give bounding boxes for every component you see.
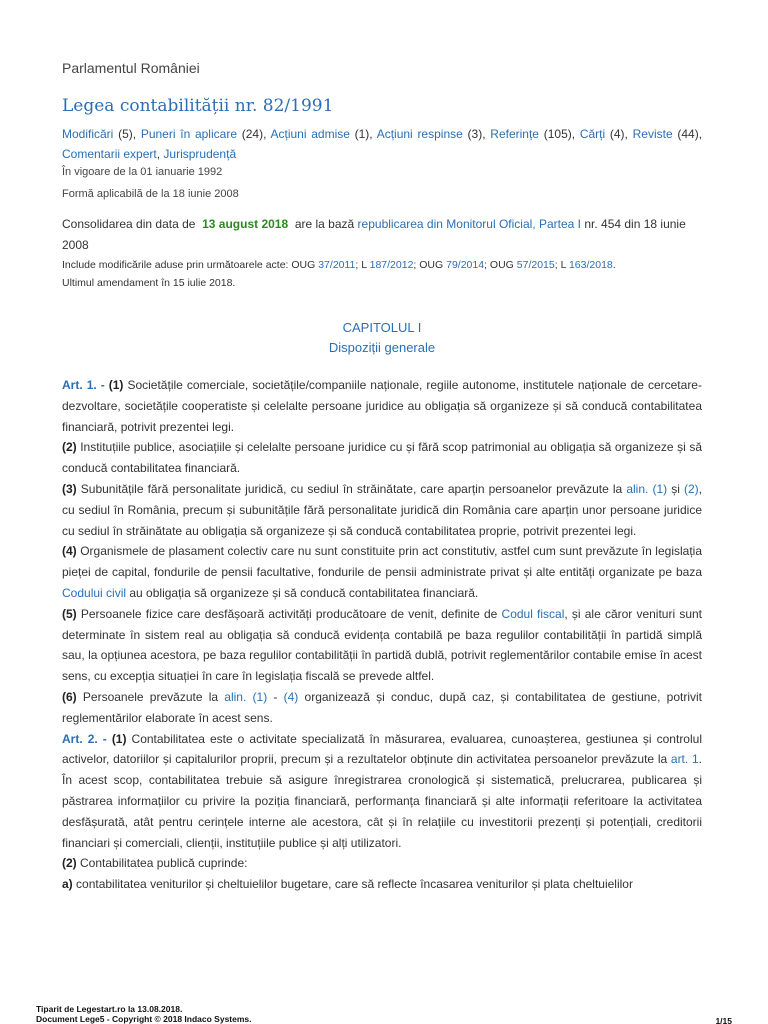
art1-p1 — [62, 375, 702, 437]
law-body — [62, 375, 702, 895]
alin-4-link[interactable]: (4) — [283, 689, 299, 704]
art1-p5-text-b: , și ale căror venituri sunt determinate în sistem real au obligația să conducă evidența contabilă pe baza regulilor contabilității în partidă simplă sau, la opțiunea acestora, pe baza regulilor contabilității în partidă dublă, potrivit reglementărilor contabile emise în acest sens, cu excepția situației în care în legislația fiscală se prevede altfel. — [62, 606, 702, 684]
art1-p6 — [62, 687, 702, 729]
art2-p2-num: (2) — [62, 856, 77, 871]
include-line — [62, 256, 702, 274]
include-sep-1: ; L — [355, 259, 367, 271]
consol-mid: are la bază — [294, 217, 355, 231]
consolidation-line — [62, 214, 702, 256]
modificari-link[interactable]: Modificări — [62, 127, 114, 141]
consol-prefix: Consolidarea din data de — [62, 217, 196, 231]
ultimul-amendament: Ultimul amendament în 15 iulie 2018. — [62, 277, 236, 289]
refs-separator: , — [156, 147, 161, 161]
act-link-oug-57[interactable]: 57/2015 — [516, 259, 555, 271]
art2-a — [62, 874, 702, 895]
art1-p3-text-a: Subunitățile fără personalitate juridică, cu sediul în străinătate, care aparțin persoanelor prevăzute la — [80, 481, 623, 496]
respinse-count: (3), — [467, 127, 486, 141]
page-number: 1/15 — [715, 1016, 732, 1024]
puneri-link[interactable]: Puneri în aplicare — [140, 127, 237, 141]
referinte-link[interactable]: Referințe — [490, 127, 539, 141]
codul-civil-link[interactable]: Codului civil — [62, 585, 127, 600]
art1-p4-text-b: au obligația să organizeze și să conducă contabilitatea financiară. — [129, 585, 479, 600]
art1-p5-num: (5) — [62, 606, 77, 621]
carti-link[interactable]: Cărți — [579, 127, 606, 141]
act-link-l-187[interactable]: 187/2012 — [369, 259, 414, 271]
law-title: Legea contabilității nr. 82/1991 — [62, 96, 334, 116]
footer-info — [36, 1004, 252, 1024]
carti-count: (4), — [609, 127, 628, 141]
alin-1-range-link[interactable]: alin. (1) — [224, 689, 268, 704]
art1-p1-num: (1) — [108, 378, 124, 392]
art1-p1-text: Societățile comerciale, societățile/companiile naționale, regiile autonome, institutele naționale de cercetare-dezvoltare, societățile cooperatiste și celelalte persoane juridice au obligația să organizeze și să conducă contabilitatea financiară, potrivit prezentei legi. — [62, 378, 702, 434]
art1-p6-dash: - — [273, 689, 278, 704]
art1-p2 — [62, 437, 702, 479]
actiuni-admise-link[interactable]: Acțiuni admise — [270, 127, 350, 141]
consol-suffix: nr. 454 din 18 iunie 2008 — [62, 217, 686, 252]
include-prefix: Include modificările aduse prin următoarele acte: OUG — [62, 259, 316, 271]
forma-aplicabila-text: Formă aplicabilă de la 18 iunie 2008 — [62, 188, 239, 200]
art1-p5-text-a: Persoanele fizice care desfășoară activități producătoare de venit, definite de — [80, 606, 498, 621]
art2-link[interactable]: Art. 2. - — [62, 731, 107, 746]
art1-p4 — [62, 541, 702, 603]
reviste-count: (44), — [677, 127, 703, 141]
art2-p2-text: Contabilitatea publică cuprinde: — [80, 856, 248, 871]
include-sep-3: ; OUG — [484, 259, 514, 271]
consolidation-block — [62, 214, 702, 292]
reviste-link[interactable]: Reviste — [632, 127, 673, 141]
art1-p6-text-b: organizează și conduc, după caz, și contabilitatea de gestiune, potrivit reglementărilor elaborate în acest sens. — [62, 689, 702, 725]
art2-p1 — [62, 729, 702, 854]
parliament-label: Parlamentul României — [62, 60, 200, 76]
puneri-count: (24), — [241, 127, 267, 141]
art2-p1-num: (1) — [111, 731, 127, 746]
chapter-heading — [62, 318, 702, 358]
art2-p1-text-b: . În acest scop, contabilitatea trebuie să asigure înregistrarea cronologică și sistematică, prelucrarea, publicarea și păstrarea informațiilor cu privire la poziția financiară, performanța financiară și alte informații referitoare la activitatea desfășurată, atât pentru cerințele interne ale acestora, cât și în relațiile cu investitorii prezenți și potențiali, creditorii financiari și comerciali, clienții, instituțiile publice și alți utilizatori. — [62, 752, 702, 850]
chapter-number: CAPITOLUL I — [342, 320, 422, 335]
art1-p3 — [62, 479, 702, 541]
art1-p6-num: (6) — [62, 689, 77, 704]
art1-p3-text-b: , cu sediul în România, precum și subunitățile fără personalitate juridică din România care aparțin unor persoane juridice cu sediul în străinătate au obligația să organizeze și să conducă contabilitatea proprie, potrivit prezentei legi. — [62, 481, 703, 538]
art2-p2 — [62, 853, 702, 874]
art2-a-num: a) — [62, 877, 73, 892]
art1-p5 — [62, 604, 702, 687]
admise-count: (1), — [354, 127, 373, 141]
art1-p3-num: (3) — [62, 481, 77, 496]
codul-fiscal-link[interactable]: Codul fiscal — [501, 606, 565, 621]
act-link-l-163[interactable]: 163/2018 — [568, 259, 613, 271]
footer-printed: Tiparit de Legestart.ro la 13.08.2018. — [36, 1004, 183, 1014]
art1-p2-num: (2) — [62, 440, 77, 455]
alin-2-link[interactable]: (2) — [684, 481, 699, 496]
footer-copyright: Document Lege5 - Copyright © 2018 Indaco Systems. — [36, 1014, 252, 1024]
alin-1-link[interactable]: alin. (1) — [626, 481, 668, 496]
act-link-oug-37[interactable]: 37/2011 — [318, 259, 356, 271]
in-vigoare-text: În vigoare de la 01 ianuarie 1992 — [62, 166, 223, 178]
art-1-link[interactable]: art. 1 — [670, 752, 699, 767]
act-link-oug-79[interactable]: 79/2014 — [446, 259, 485, 271]
consol-date: 13 august 2018 — [202, 217, 289, 231]
monitorul-oficial-link[interactable]: republicarea din Monitorul Oficial, Partea I — [357, 217, 581, 231]
modificari-count: (5), — [118, 127, 137, 141]
include-sep-4: ; L — [554, 259, 567, 271]
actiuni-respinse-link[interactable]: Acțiuni respinse — [376, 127, 463, 141]
referinte-count: (105), — [543, 127, 576, 141]
chapter-name: Dispoziții generale — [328, 340, 436, 355]
art1-link[interactable]: Art. 1. - — [62, 378, 105, 392]
art1-p3-and: și — [671, 481, 680, 496]
include-sep-2: ; OUG — [413, 259, 444, 271]
references-bar — [62, 124, 702, 164]
comentarii-link[interactable]: Comentarii expert — [62, 147, 157, 161]
art2-a-text: contabilitatea veniturilor și cheltuielilor bugetare, care să reflecte încasarea veniturilor și plata cheltuielilor — [76, 877, 633, 892]
art1-p6-text-a: Persoanele prevăzute la — [82, 689, 219, 704]
jurisprudenta-link[interactable]: Jurisprudență — [163, 147, 237, 161]
art2-p1-text-a: Contabilitatea este o activitate specializată în măsurarea, evaluarea, cunoașterea, gestiunea și controlul activelor, datoriilor și capitalurilor proprii, precum și a rezultatelor obținute din activitatea persoanelor prevăzute la — [62, 731, 702, 767]
include-sep-5: . — [612, 259, 616, 271]
art1-p2-text: Instituțiile publice, asociațiile și celelalte persoane juridice cu și fără scop patrimonial au obligația să organizeze și să conducă contabilitatea financiară. — [62, 440, 702, 476]
art1-p4-text-a: Organismele de plasament colectiv care nu sunt constituite prin act constitutiv, astfel cum sunt prevăzute în legislația pieței de capital, fondurile de pensii facultative, fondurile de pensii administrate privat și alte entități organizate pe baza — [62, 544, 702, 580]
art1-p4-num: (4) — [62, 544, 77, 559]
